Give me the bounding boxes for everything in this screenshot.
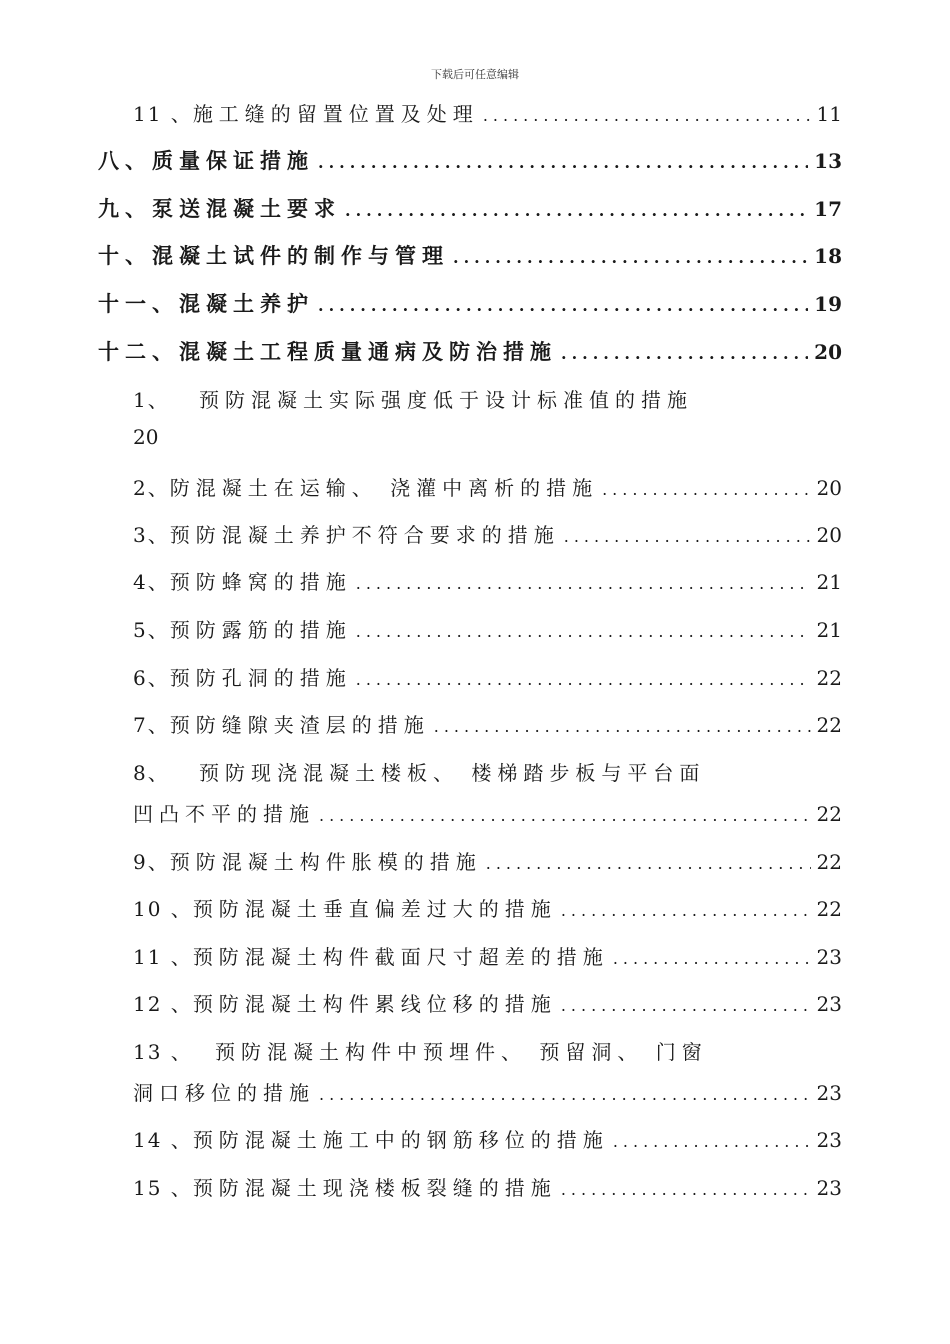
entry-title: 预防现浇混凝土楼板、 楼梯踏步板与平台面 — [199, 761, 706, 785]
leader-dots — [561, 344, 808, 363]
entry-page: 20 — [816, 476, 842, 500]
entry-number: 九、 — [98, 197, 152, 221]
entry-title: 预防混凝土构件胀模的措施 — [169, 850, 482, 874]
leader-dots — [319, 806, 811, 825]
entry-title: 混凝土试件的制作与管理 — [152, 244, 449, 268]
toc-entry[interactable] — [133, 519, 842, 548]
entry-title: 预防混凝土构件累线位移的措施 — [192, 992, 557, 1016]
entry-number: 9、 — [133, 850, 170, 874]
toc-entry[interactable] — [133, 1124, 842, 1153]
entry-number: 5、 — [133, 618, 170, 642]
entry-page: 21 — [816, 570, 842, 594]
entry-title: 预防混凝土现浇楼板裂缝的措施 — [192, 1176, 557, 1200]
entry-page: 20 — [816, 523, 842, 547]
entry-number: 4、 — [133, 570, 170, 594]
toc-entry-continuation[interactable] — [133, 798, 842, 827]
entry-page: 21 — [816, 618, 842, 642]
leader-dots — [356, 670, 811, 689]
entry-page: 19 — [814, 292, 842, 316]
entry-title-continued: 洞口移位的措施 — [133, 1081, 315, 1105]
entry-number: 15 、 — [133, 1176, 193, 1200]
entry-page: 23 — [816, 1081, 842, 1105]
leader-dots — [613, 949, 811, 968]
entry-page: 23 — [816, 992, 842, 1016]
leader-dots — [486, 854, 811, 873]
leader-dots — [602, 480, 810, 499]
leader-dots — [319, 1085, 811, 1104]
entry-title: 施工缝的留置位置及处理 — [192, 102, 479, 126]
toc-entry[interactable] — [133, 566, 842, 595]
toc-entry[interactable] — [98, 193, 842, 223]
entry-number: 7、 — [133, 713, 170, 737]
leader-dots — [561, 901, 811, 920]
entry-title: 预防混凝土实际强度低于设计标准值的措施 — [199, 388, 693, 412]
toc-entry[interactable] — [133, 757, 842, 786]
entry-title: 预防混凝土垂直偏差过大的措施 — [192, 897, 557, 921]
toc-entry[interactable] — [98, 240, 842, 270]
entry-number: 10 、 — [133, 897, 193, 921]
entry-page: 22 — [816, 850, 842, 874]
toc-entry[interactable] — [133, 988, 842, 1017]
leader-dots — [564, 527, 811, 546]
leader-dots — [318, 153, 808, 172]
entry-number: 8、 — [133, 761, 170, 785]
entry-title: 预防混凝土构件中预埋件、 预留洞、 门窗 — [215, 1040, 708, 1064]
entry-number: 11 、 — [133, 102, 193, 126]
toc-entry[interactable] — [98, 336, 842, 366]
entry-title-continued: 凹凸不平的措施 — [133, 802, 315, 826]
entry-page: 23 — [816, 945, 842, 969]
entry-number: 十、 — [98, 244, 152, 268]
entry-title: 预防混凝土施工中的钢筋移位的措施 — [192, 1128, 609, 1152]
entry-number: 1、 — [133, 388, 170, 412]
leader-dots — [453, 248, 808, 267]
entry-title: 防混凝土在运输、 浇灌中离析的措施 — [169, 476, 599, 500]
entry-number: 6、 — [133, 666, 170, 690]
entry-page: 13 — [814, 149, 842, 173]
entry-number: 2、 — [133, 476, 170, 500]
entry-title: 预防混凝土构件截面尺寸超差的措施 — [192, 945, 609, 969]
entry-page: 23 — [816, 1176, 842, 1200]
entry-number: 12 、 — [133, 992, 193, 1016]
entry-number: 3、 — [133, 523, 170, 547]
entry-number: 13 、 — [133, 1040, 193, 1064]
toc-entry[interactable] — [133, 846, 842, 875]
leader-dots — [356, 622, 811, 641]
toc-entry[interactable] — [133, 893, 842, 922]
entry-number: 14 、 — [133, 1128, 193, 1152]
entry-title: 质量保证措施 — [152, 149, 314, 173]
entry-page: 23 — [816, 1128, 842, 1152]
toc-entry[interactable] — [133, 709, 842, 738]
entry-title: 预防缝隙夹渣层的措施 — [169, 713, 430, 737]
toc-entry-continuation[interactable] — [133, 1077, 842, 1106]
entry-page: 18 — [814, 244, 842, 268]
entry-title: 混凝土养护 — [179, 292, 314, 316]
leader-dots — [561, 996, 811, 1015]
entry-number: 十二、 — [98, 340, 179, 364]
toc-entry[interactable] — [133, 662, 842, 691]
page-header: 下载后可任意编辑 — [431, 68, 519, 81]
toc-entry[interactable] — [98, 145, 842, 175]
entry-page: 17 — [814, 197, 842, 221]
toc-entry[interactable] — [133, 1036, 842, 1065]
entry-page: 11 — [816, 102, 842, 126]
toc-entry[interactable] — [98, 288, 842, 318]
entry-page: 20 — [133, 425, 159, 449]
entry-number: 十一、 — [98, 292, 179, 316]
entry-title: 混凝土工程质量通病及防治措施 — [179, 340, 557, 364]
leader-dots — [434, 717, 811, 736]
entry-title: 泵送混凝土要求 — [152, 197, 341, 221]
entry-page: 22 — [816, 897, 842, 921]
toc-entry[interactable] — [133, 1172, 842, 1201]
leader-dots — [345, 201, 808, 220]
entry-page: 20 — [814, 340, 842, 364]
leader-dots — [483, 106, 811, 125]
toc-entry[interactable] — [133, 614, 842, 643]
entry-title: 预防露筋的措施 — [169, 618, 352, 642]
toc-entry[interactable] — [133, 472, 842, 501]
entry-number: 八、 — [98, 149, 152, 173]
entry-page: 22 — [816, 802, 842, 826]
toc-entry[interactable] — [133, 384, 842, 413]
toc-entry[interactable] — [133, 98, 842, 127]
leader-dots — [356, 574, 811, 593]
leader-dots — [613, 1132, 811, 1151]
toc-entry[interactable] — [133, 941, 842, 970]
entry-title: 预防混凝土养护不符合要求的措施 — [169, 523, 560, 547]
leader-dots — [318, 296, 808, 315]
entry-title: 预防孔洞的措施 — [169, 666, 352, 690]
entry-number: 11 、 — [133, 945, 193, 969]
leader-dots — [561, 1180, 811, 1199]
entry-page: 22 — [816, 713, 842, 737]
entry-title: 预防蜂窝的措施 — [169, 570, 352, 594]
entry-page: 22 — [816, 666, 842, 690]
